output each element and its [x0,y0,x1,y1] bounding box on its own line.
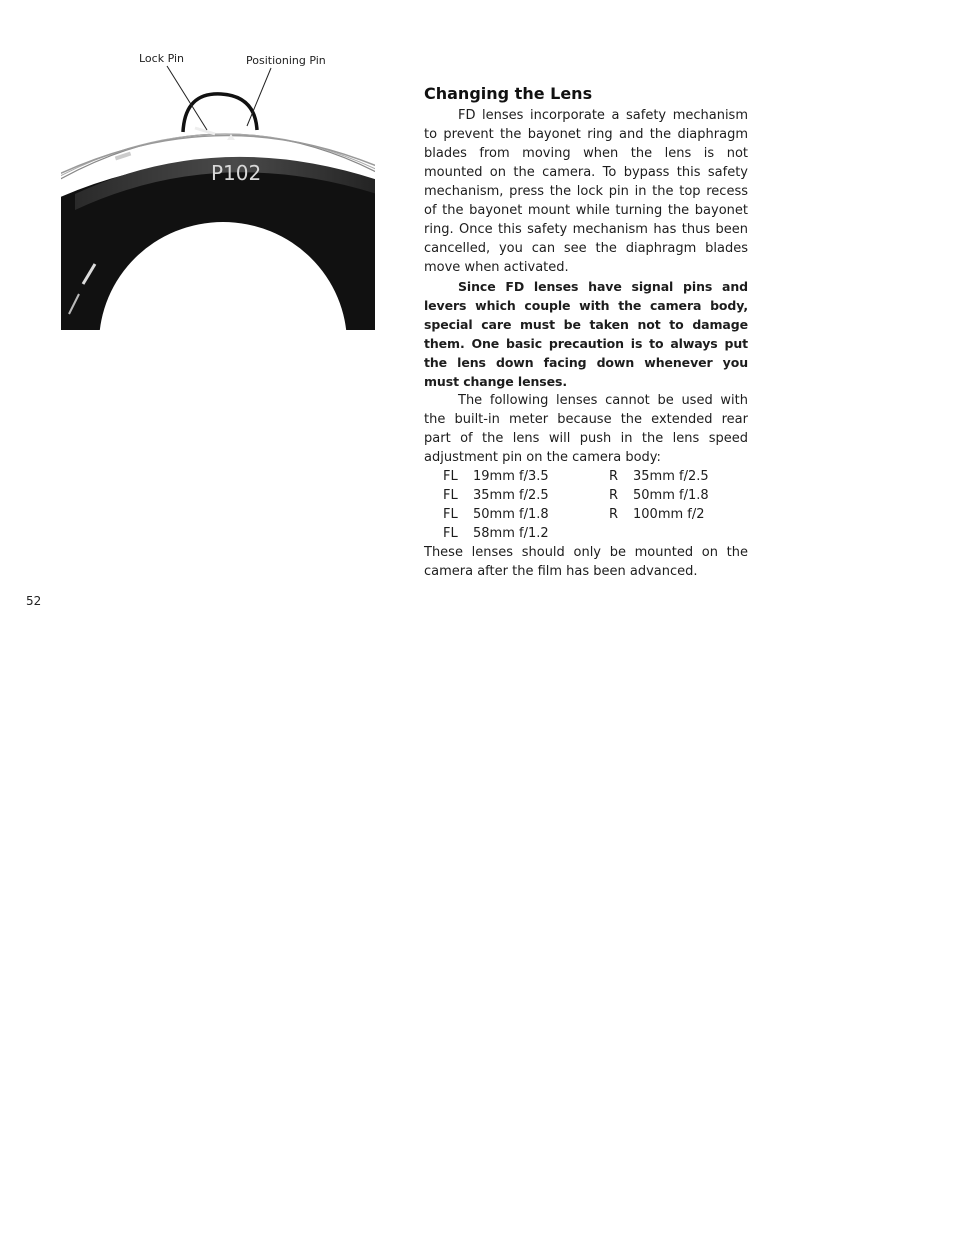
article-title: Changing the Lens [424,84,593,103]
list-item: R 35mm f/2.5 [609,469,709,484]
lens-marking-text: P102 [211,161,262,185]
lens-list [424,467,748,543]
lens-photo-figure [55,44,385,336]
paragraph-incompatible-lenses: The following lenses cannot be used with the built-in meter because the extended rear part of the lens will push in the lens speed adjustment pin on the camera body: [424,393,748,465]
paragraph-closing: These lenses should only be mounted on the camera after the film has been advanced. [424,545,748,579]
list-item: FL 50mm f/1.8 [443,507,549,522]
lock-pin-label: Lock Pin [139,52,184,65]
lens-mount-photo [55,44,385,336]
paragraph-precaution: Since FD lenses have signal pins and levers which couple with the camera body, special care must be taken not to damage them. One basic precaution is to always put the lens down facing down whenever you must change lenses. [424,279,748,389]
paragraph-safety-mechanism: FD lenses incorporate a safety mechanism to prevent the bayonet ring and the diaphragm blades from moving when the lens is not mounted on the camera. To bypass this safety mechanism, press the lock pin in the top recess of the bayonet mount while turning the bayonet ring. Once this safety mechanism has thus been cancelled, you can see the diaphragm blades move when activated. [424,108,748,275]
page-number: 52 [26,594,42,608]
list-item: R 100mm f/2 [609,507,705,522]
article [424,84,748,581]
list-item: FL 58mm f/1.2 [443,526,549,541]
list-item: R 50mm f/1.8 [609,488,709,503]
list-item: FL 35mm f/2.5 [443,488,549,503]
list-item: FL 19mm f/3.5 [443,469,549,484]
positioning-pin-label: Positioning Pin [246,54,326,67]
